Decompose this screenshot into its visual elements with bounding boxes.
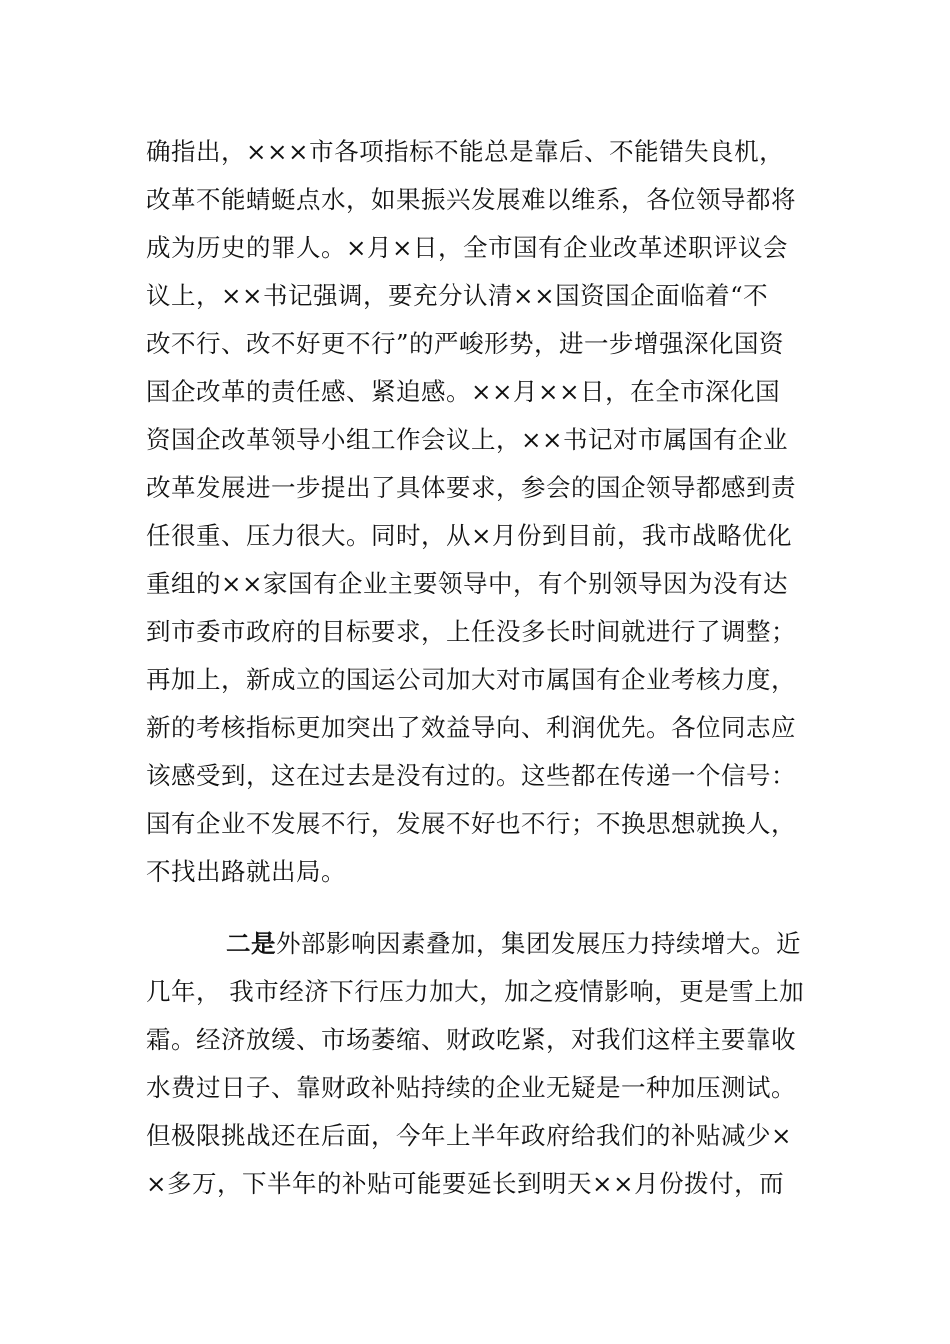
paragraph1-line: 资国企改革领导小组工作会议上，××书记对市属国有企业 (146, 425, 789, 454)
paragraph2-line: 水费过日子、靠财政补贴持续的企业无疑是一种加压测试。 (146, 1073, 796, 1102)
paragraph1-line: 任很重、压力很大。同时，从×月份到目前，我市战略优化 (146, 521, 793, 550)
paragraph2-line: 几年， 我市经济下行压力加大，加之疫情影响，更是雪上加 (146, 977, 805, 1006)
paragraph1-line: 确指出，×××市各项指标不能总是靠后、不能错失良机， (146, 137, 785, 166)
paragraph2-line: ×多万，下半年的补贴可能要延长到明天××月份拨付，而 (146, 1169, 785, 1198)
paragraph1-line: 国企改革的责任感、紧迫感。××月××日，在全市深化国 (146, 377, 781, 406)
paragraph1-line: 改不行、改不好更不行”的严峻形势，进一步增强深化国资 (146, 329, 785, 358)
paragraph1-line: 改革发展进一步提出了具体要求，参会的国企领导都感到责 (146, 473, 796, 502)
paragraph1-line: 议上，××书记强调，要充分认清××国资国企面临着“不 (146, 281, 769, 310)
paragraph2-line: 但极限挑战还在后面，今年上半年政府给我们的补贴减少× (146, 1121, 793, 1150)
paragraph2-lead: 二是 (226, 929, 276, 958)
paragraph2-line: 霜。经济放缓、市场萎缩、财政吃紧，对我们这样主要靠收 (146, 1025, 796, 1054)
paragraph1-line: 国有企业不发展不行，发展不好也不行；不换思想就换人， (146, 809, 796, 838)
paragraph1-line: 到市委市政府的目标要求，上任没多长时间就进行了调整； (146, 617, 796, 646)
paragraph1-line: 改革不能蜻蜓点水，如果振兴发展难以维系，各位领导都将 (146, 185, 796, 214)
paragraph2-first-line-text: 外部影响因素叠加，集团发展压力持续增大。近 (276, 929, 801, 958)
paragraph1-line: 该感受到，这在过去是没有过的。这些都在传递一个信号： (146, 761, 796, 790)
paragraph1-line: 不找出路就出局。 (146, 857, 346, 886)
paragraph1-line: 成为历史的罪人。×月×日，全市国有企业改革述职评议会 (146, 233, 789, 262)
paragraph1-line: 重组的××家国有企业主要领导中，有个别领导因为没有达 (146, 569, 789, 598)
paragraph2-first-line (146, 928, 801, 960)
paragraph1-line: 再加上，新成立的国运公司加大对市属国有企业考核力度， (146, 665, 796, 694)
paragraph1-line: 新的考核指标更加突出了效益导向、利润优先。各位同志应 (146, 713, 796, 742)
